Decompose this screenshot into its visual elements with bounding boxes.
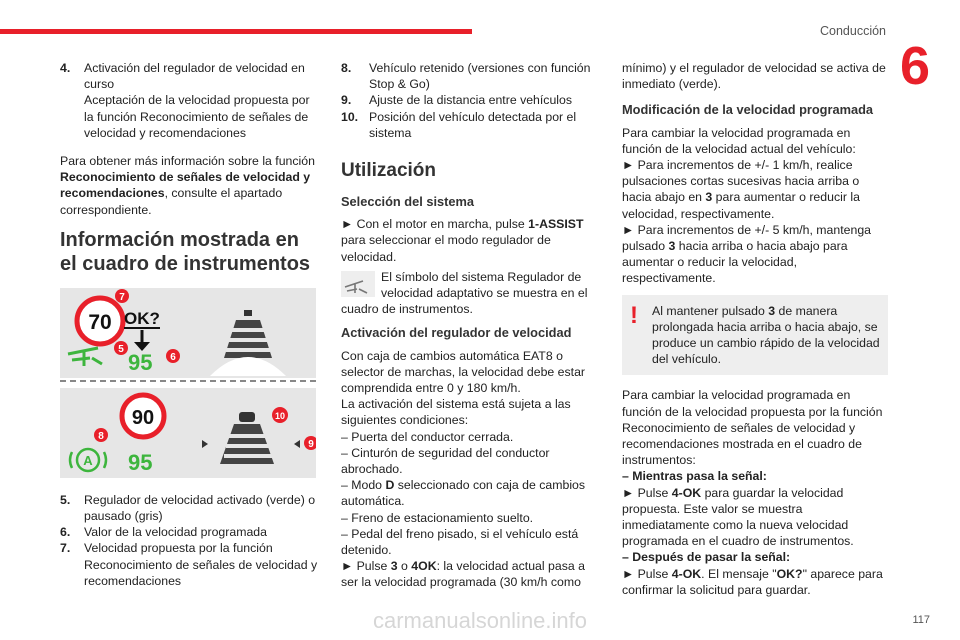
list-item (60, 540, 318, 589)
step-heading (622, 468, 888, 484)
bold-span: 3 (768, 303, 776, 318)
paragraph (622, 222, 888, 287)
text-span: para seleccionar el modo regulador de velocidad. (341, 233, 551, 264)
text-span: ► Para incrementos de +/- 1 km/h, realice pulsaciones cortas sucesivas hacia arriba o hacia abajo en (622, 158, 860, 205)
paragraph: mínimo) y el regulador de velocidad se activa de inmediato (verde). (622, 61, 886, 92)
item-number: 6. (60, 525, 71, 540)
bold-span: D (385, 478, 395, 493)
bold-span: Reconocimiento de señales de velocidad y recomendaciones (60, 170, 311, 201)
sign-value-bottom: 90 (131, 406, 155, 429)
figure-divider (60, 380, 316, 382)
item4-line1: Activación del regulador de velocidad en curso (84, 61, 305, 92)
paragraph: Para cambiar la velocidad programada en función de la velocidad actual del vehículo: (622, 125, 856, 156)
bold-span: 3 (390, 559, 398, 574)
road-lanes-icon (210, 310, 286, 376)
item-number: 10. (341, 109, 359, 124)
paragraph: La activación del sistema está sujeta a las siguientes condiciones: (341, 397, 571, 428)
subheading: Selección del sistema (341, 194, 475, 210)
text-span: ► Pulse (622, 485, 672, 500)
section-title: Conducción (819, 24, 886, 38)
cluster-panel-bottom (60, 388, 316, 478)
text-span: ► Para incrementos de +/- 5 km/h, mantenga pulsado (622, 222, 872, 254)
cluster-bottom-graphic (60, 388, 316, 478)
bold-span: – Después de pasar la señal: (622, 550, 791, 565)
text-span: El símbolo del sistema Regulador de velocidad adaptativo se muestra en el cuadro de instrumentos. (341, 269, 588, 317)
bold-span: 4OK (411, 559, 437, 574)
bold-span: 4-OK (671, 566, 702, 581)
condition: – Freno de estacionamiento suelto. (341, 510, 534, 525)
item4-line2: Aceptación de la velocidad propuesta por la función Reconocimiento de señales de velocidad y recomendaciones (84, 93, 310, 140)
text-span: – Modo (341, 478, 386, 493)
item-number: 8. (341, 61, 352, 75)
paragraph (622, 566, 888, 598)
chapter-number: 6 (899, 36, 931, 96)
bold-span: 1-ASSIST (528, 217, 584, 232)
svg-text:8: 8 (98, 430, 104, 442)
item-number: 5. (60, 492, 71, 507)
bold-span: 3 (668, 239, 676, 254)
step-heading (622, 549, 888, 565)
section-heading: Información mostrada en el cuadro de instrumentos (60, 228, 311, 275)
svg-text:5: 5 (118, 343, 124, 355)
warning-icon: ! (630, 301, 638, 329)
instrument-cluster-figure (60, 288, 316, 478)
section-heading: Utilización (341, 160, 437, 182)
condition (341, 477, 599, 509)
condition: – Pedal del freno pisado, si el vehículo está detenido. (341, 526, 579, 558)
cruise-control-icon (68, 348, 102, 366)
condition: – Cinturón de seguridad del conductor abrochado. (341, 445, 550, 477)
text-span: " aparece para confirmar la solicitud para guardar. (622, 566, 883, 597)
list-item (60, 60, 318, 141)
adaptive-cruise-icon (341, 271, 375, 297)
bold-span: 3 (705, 190, 713, 205)
text-span: Al mantener pulsado (652, 303, 769, 318)
item-text: Posición del vehículo detectada por el sistema (369, 109, 577, 140)
text-span: ► Con el motor en marcha, pulse (341, 217, 529, 232)
list-item (341, 92, 599, 108)
bold-span: 4-OK (671, 485, 702, 500)
item-text: Velocidad propuesta por la función Reconocimiento de señales de velocidad y recomendaciones (84, 541, 318, 588)
text-span: para aumentar o reducir la velocidad, respectivamente. (622, 190, 860, 221)
text-span: ► Pulse (341, 559, 391, 574)
cluster-panel-top (60, 288, 316, 378)
column-1 (60, 60, 318, 589)
paragraph: Para cambiar la velocidad programada en función de la velocidad propuesta por la función Reconocimiento de señales de velocidad y recomendaciones mostrada en el cuadro de instrumentos: (622, 388, 883, 468)
subheading: Modificación de la velocidad programada (622, 102, 874, 118)
paragraph (341, 269, 599, 318)
item-number: 7. (60, 541, 71, 556)
paragraph (341, 558, 599, 590)
item-number: 9. (341, 93, 352, 108)
warning-text (652, 303, 880, 368)
item-text (84, 60, 318, 141)
column-3 (622, 60, 888, 598)
condition: – Puerta del conductor cerrada. (341, 429, 514, 444)
text-span: para guardar la velocidad propuesta. Este valor se muestra inmediatamente como la nueva velocidad programada en el cuadro de instrumentos. (622, 485, 854, 549)
cluster-top-graphic (60, 288, 316, 378)
paragraph: Con caja de cambios automática EAT8 o selector de marchas, la velocidad debe estar comprendida entre 0 y 180 km/h. (341, 348, 586, 396)
column-2 (341, 60, 599, 591)
text-span: o (397, 559, 412, 574)
list-item (341, 60, 599, 92)
ok-prompt: OK? (124, 308, 160, 328)
svg-text:9: 9 (308, 438, 314, 450)
set-speed-top: 95 (128, 349, 153, 375)
text-span: de manera prolongada hacia arriba o hacia abajo, se produce un cambio rápido de la velocidad del vehículo. (652, 303, 880, 367)
warning-box (622, 295, 888, 376)
list-item (60, 492, 318, 524)
list-item (341, 109, 599, 141)
text-span: . El mensaje " (701, 566, 777, 581)
bold-span: OK? (776, 566, 803, 581)
item-text: Regulador de velocidad activado (verde) o pausado (gris) (84, 492, 316, 524)
paragraph (60, 153, 318, 218)
page-number: 117 (912, 614, 930, 626)
text-span: : la velocidad actual pasa a ser la velocidad programada (30 km/h como (341, 559, 585, 590)
svg-text:A: A (83, 452, 93, 468)
sign-value-top: 70 (88, 310, 112, 334)
paragraph (622, 485, 888, 550)
text-span: Para obtener más información sobre la función (60, 154, 315, 169)
svg-text:6: 6 (170, 351, 176, 363)
paragraph (341, 216, 599, 265)
text-span: , consulte el apartado correspondiente. (60, 186, 283, 217)
bold-span: – Mientras pasa la señal: (622, 469, 767, 484)
item-text: Valor de la velocidad programada (84, 525, 267, 540)
svg-text:7: 7 (119, 291, 125, 303)
item-text: Ajuste de la distancia entre vehículos (369, 93, 573, 108)
watermark: carmanualsonline.info (372, 608, 588, 633)
item-text: Vehículo retenido (versiones con función Stop & Go) (369, 61, 591, 92)
text-span: ► Pulse (622, 566, 672, 581)
set-speed-bottom: 95 (128, 449, 153, 475)
paragraph (622, 157, 888, 222)
subheading: Activación del regulador de velocidad (341, 325, 572, 341)
text-span: seleccionado con caja de cambios automática. (341, 478, 586, 509)
svg-text:10: 10 (274, 410, 286, 421)
list-item (60, 524, 318, 540)
top-accent-bar (0, 29, 472, 34)
text-span: hacia arriba o hacia abajo para aumentar o reducir la velocidad, respectivamente. (622, 239, 848, 286)
car-icon (239, 412, 255, 422)
item-number: 4. (60, 61, 71, 75)
